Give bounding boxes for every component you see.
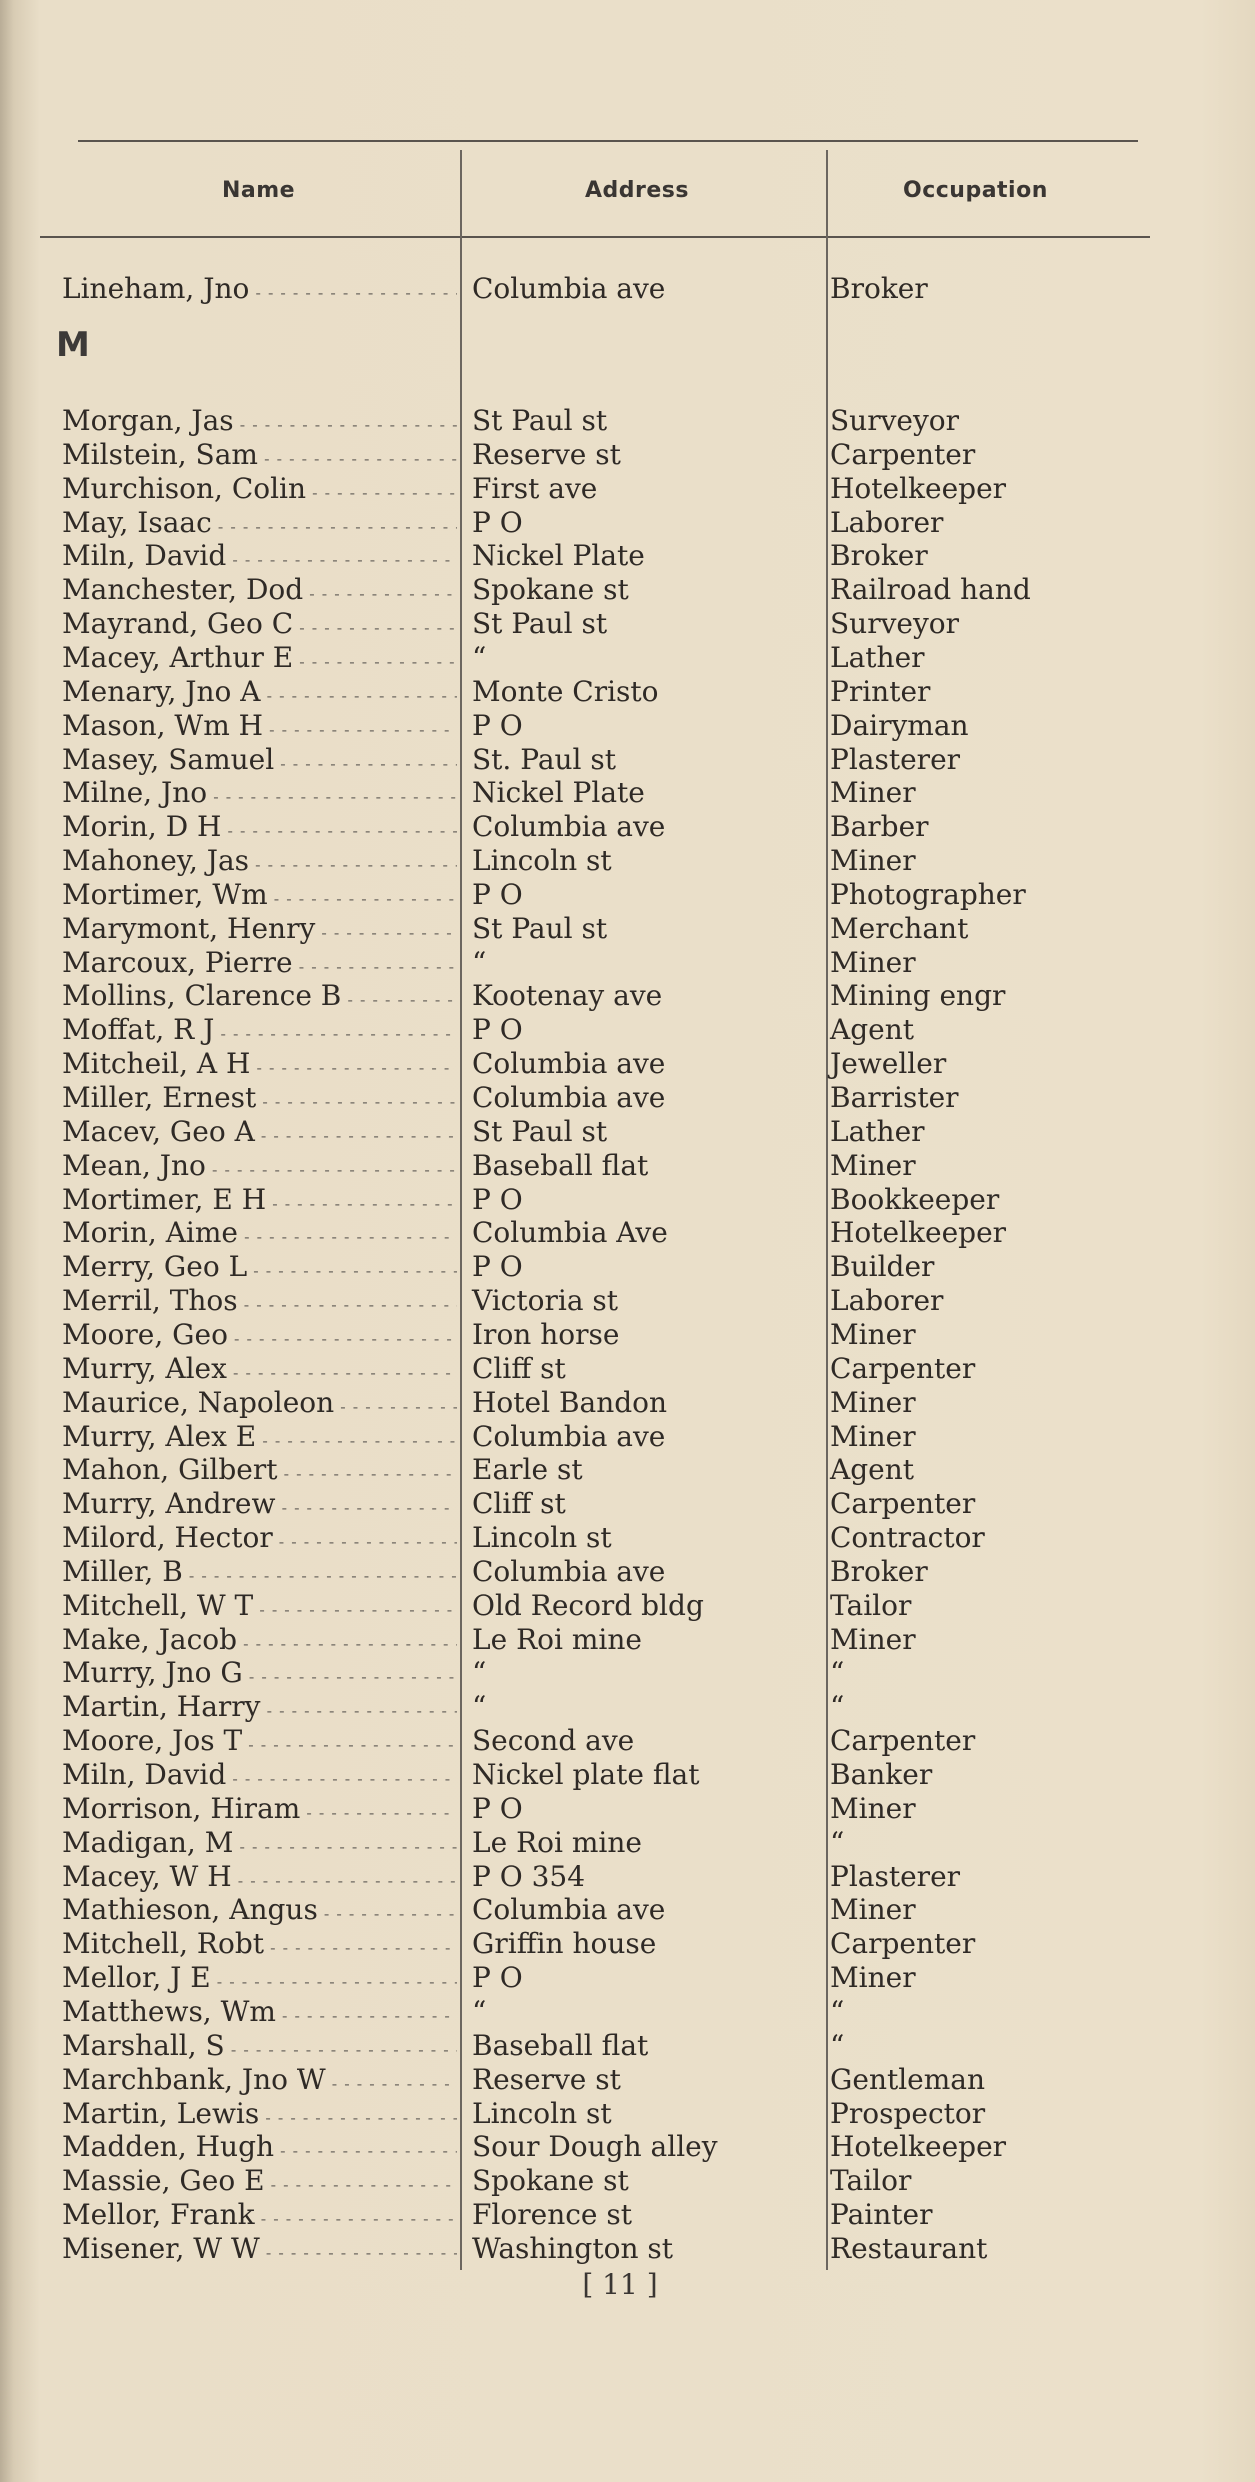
directory-row xyxy=(0,1149,1255,1183)
entry-address: P O xyxy=(472,1791,523,1825)
entry-name: Mitchell, W T - - - xyxy=(62,1589,457,1627)
directory-row xyxy=(0,2198,1255,2232)
directory-row xyxy=(0,1690,1255,1724)
directory-row xyxy=(0,1555,1255,1589)
entry-address: Columbia ave xyxy=(472,1081,666,1114)
directory-row xyxy=(0,1724,1255,1758)
entry-occupation: Miner xyxy=(830,1385,916,1419)
entry-occupation: Miner xyxy=(830,1961,916,1995)
entry-name: Marymont, Henry - - - xyxy=(62,912,457,950)
entry-address: P O 354 xyxy=(472,1859,586,1893)
entry-name: Martin, Harry - - - xyxy=(62,1690,457,1728)
entry-occupation: Hotelkeeper xyxy=(830,471,1007,505)
entry-occupation: Plasterer xyxy=(830,1859,961,1893)
entry-occupation: “ xyxy=(830,1656,845,1690)
directory-row xyxy=(0,1284,1255,1318)
directory-row xyxy=(0,2164,1255,2198)
directory-row xyxy=(0,506,1255,540)
entry-occupation: Miner xyxy=(830,945,916,979)
entry-address: P O xyxy=(472,1961,523,1995)
directory-row-first xyxy=(0,272,1255,306)
entry-name: Macey, Arthur E - - - xyxy=(62,641,457,679)
entry-occupation: Railroad hand xyxy=(830,573,1031,607)
entry-occupation: Lather xyxy=(830,1114,925,1148)
header-name: Name xyxy=(222,178,296,203)
directory-row xyxy=(0,1420,1255,1454)
directory-row xyxy=(0,1386,1255,1420)
entry-occupation: Laborer xyxy=(830,1284,944,1318)
entry-occupation: Barrister xyxy=(830,1081,959,1114)
entry-occupation: Broker xyxy=(830,272,928,305)
entry-occupation: Broker xyxy=(830,1554,928,1588)
entry-name: Murry, Andrew - - - xyxy=(62,1487,457,1525)
entry-address: Old Record bldg xyxy=(472,1588,704,1622)
entry-name: Macev, Geo A - - - xyxy=(62,1115,457,1153)
directory-row xyxy=(0,878,1255,912)
entry-name: Miln, David - - - xyxy=(62,539,457,577)
entry-address: Nickel Plate xyxy=(472,776,645,810)
directory-row xyxy=(0,1589,1255,1623)
entry-occupation: “ xyxy=(830,1994,845,2028)
entry-occupation: Miner xyxy=(830,1419,916,1453)
entry-occupation: Restaurant xyxy=(830,2231,988,2265)
entry-address: Reserve st xyxy=(472,2062,621,2096)
directory-row xyxy=(0,1656,1255,1690)
entry-address: Kootenay ave xyxy=(472,979,663,1013)
entry-name: Matthews, Wm - - - xyxy=(62,1995,457,2033)
entry-name: Mahon, Gilbert - - - xyxy=(62,1453,457,1491)
directory-row xyxy=(0,1927,1255,1961)
directory-row xyxy=(0,1860,1255,1894)
entry-name: Martin, Lewis - - - xyxy=(62,2097,457,2135)
entry-name: Marcoux, Pierre - - - xyxy=(62,946,457,984)
entry-name: Mason, Wm H - - - xyxy=(62,709,457,747)
entry-occupation: Hotelkeeper xyxy=(830,2130,1007,2164)
entry-address: Le Roi mine xyxy=(472,1825,642,1859)
entry-name: Maurice, Napoleon - - - xyxy=(62,1386,457,1424)
entry-occupation: Agent xyxy=(830,1013,914,1047)
entry-name: Morrison, Hiram - - - xyxy=(62,1792,457,1830)
directory-row xyxy=(0,1758,1255,1792)
entry-occupation: Builder xyxy=(830,1250,935,1284)
entry-name: Moffat, R J - - - xyxy=(62,1013,457,1051)
entry-address: Iron horse xyxy=(472,1317,620,1351)
entry-name: Mortimer, E H - - - xyxy=(62,1183,457,1221)
entry-address: “ xyxy=(472,1656,487,1690)
entry-name: Mitchell, Robt - - - xyxy=(62,1927,457,1965)
entry-occupation: “ xyxy=(830,2028,845,2062)
directory-row xyxy=(0,1792,1255,1826)
entry-occupation: Miner xyxy=(830,1893,916,1927)
entry-address: Columbia ave xyxy=(472,1554,666,1588)
directory-row xyxy=(0,1826,1255,1860)
entry-occupation: Prospector xyxy=(830,2096,986,2130)
entry-name: Miln, David - - - xyxy=(62,1758,457,1796)
entry-name: Mathieson, Angus - - - xyxy=(62,1893,457,1931)
entry-occupation: Dairyman xyxy=(830,708,969,742)
entry-address: Hotel Bandon xyxy=(472,1385,668,1419)
entry-name: Mellor, Frank - - - xyxy=(62,2198,457,2236)
directory-row xyxy=(0,2097,1255,2131)
entry-address: Columbia ave xyxy=(472,272,666,305)
header-address: Address xyxy=(585,178,689,203)
entry-address: P O xyxy=(472,505,523,539)
entry-occupation: Hotelkeeper xyxy=(830,1216,1007,1250)
entry-address: Reserve st xyxy=(472,437,621,471)
entry-name: Miller, Ernest - - - xyxy=(62,1081,457,1119)
entry-name: Massie, Geo E - - - xyxy=(62,2164,457,2202)
entry-occupation: Carpenter xyxy=(830,437,976,471)
entry-address: St Paul st xyxy=(472,404,608,437)
directory-row xyxy=(0,539,1255,573)
entry-name: Moore, Geo - - - xyxy=(62,1318,457,1356)
entry-occupation: Printer xyxy=(830,674,931,708)
entry-name: Merril, Thos - - - xyxy=(62,1284,457,1322)
entry-occupation: Surveyor xyxy=(830,607,960,641)
entry-occupation: Miner xyxy=(830,844,916,878)
header-rule xyxy=(40,236,1150,238)
entry-occupation: Lather xyxy=(830,640,925,674)
entry-name: Misener, W W - - - xyxy=(62,2232,457,2270)
entry-name: Mortimer, Wm - - - xyxy=(62,878,457,916)
entry-address: P O xyxy=(472,877,523,911)
top-rule xyxy=(78,140,1138,142)
directory-row xyxy=(0,776,1255,810)
entry-address: Griffin house xyxy=(472,1927,657,1961)
entry-name: Morin, Aime - - - xyxy=(62,1216,457,1254)
entry-occupation: Carpenter xyxy=(830,1724,976,1758)
entry-name: Marshall, S - - - xyxy=(62,2029,457,2067)
entry-occupation: Tailor xyxy=(830,2164,912,2198)
entry-address: Baseball flat xyxy=(472,1148,649,1182)
directory-row xyxy=(0,607,1255,641)
entry-occupation: Broker xyxy=(830,539,928,573)
entry-address: Lincoln st xyxy=(472,1521,612,1555)
entry-occupation: Miner xyxy=(830,776,916,810)
entry-occupation: Laborer xyxy=(830,505,944,539)
entry-address: Le Roi mine xyxy=(472,1622,642,1656)
entry-address: Nickel plate flat xyxy=(472,1758,700,1791)
entry-address: Sour Dough alley xyxy=(472,2130,718,2164)
directory-row xyxy=(0,438,1255,472)
entry-occupation: Miner xyxy=(830,1148,916,1182)
entry-address: Lincoln st xyxy=(472,844,612,878)
entry-address: Victoria st xyxy=(472,1284,619,1318)
entry-occupation: Banker xyxy=(830,1758,933,1791)
entry-address: Cliff st xyxy=(472,1487,566,1521)
entry-occupation: Painter xyxy=(830,2198,933,2232)
entry-name: Madigan, M - - - xyxy=(62,1826,457,1864)
directory-row xyxy=(0,1995,1255,2029)
entry-name: Mahoney, Jas - - - xyxy=(62,844,457,882)
entry-address: Spokane st xyxy=(472,2164,629,2198)
entry-name: Morin, D H - - - xyxy=(62,810,457,848)
directory-row xyxy=(0,2232,1255,2266)
entry-name: Murry, Jno G - - - xyxy=(62,1656,457,1694)
entry-name: Milstein, Sam - - - xyxy=(62,438,457,476)
entry-address: Columbia ave xyxy=(472,1893,666,1927)
entry-occupation: Gentleman xyxy=(830,2062,986,2096)
entry-name: Murry, Alex - - - xyxy=(62,1352,457,1390)
entry-name: Mean, Jno - - - xyxy=(62,1149,457,1187)
directory-row xyxy=(0,1453,1255,1487)
entry-address: St. Paul st xyxy=(472,742,617,776)
header-occupation: Occupation xyxy=(903,178,1048,203)
entry-name: Lineham, Jno - - - xyxy=(62,272,457,310)
directory-row xyxy=(0,1623,1255,1657)
entry-occupation: Miner xyxy=(830,1622,916,1656)
entry-address: P O xyxy=(472,1182,523,1216)
entry-name: Mellor, J E - - - xyxy=(62,1961,457,1999)
entry-occupation: Contractor xyxy=(830,1521,985,1555)
entry-address: Earle st xyxy=(472,1453,583,1487)
entry-name: Manchester, Dod - - - xyxy=(62,573,457,611)
entry-name: Miller, B - - - xyxy=(62,1555,457,1593)
directory-row xyxy=(0,1216,1255,1250)
entry-name: Marchbank, Jno W - - - xyxy=(62,2063,457,2101)
directory-row xyxy=(0,2029,1255,2063)
entry-name: Mayrand, Geo C - - - xyxy=(62,607,457,645)
directory-row xyxy=(0,2130,1255,2164)
directory-row xyxy=(0,2063,1255,2097)
entry-address: Lincoln st xyxy=(472,2096,612,2130)
entry-name: Mollins, Clarence B - - - xyxy=(62,979,457,1017)
entry-occupation: Agent xyxy=(830,1453,914,1487)
entry-address: Cliff st xyxy=(472,1351,566,1385)
section-letter: M xyxy=(56,325,90,365)
entry-name: Morgan, Jas - - - xyxy=(62,404,457,442)
entry-occupation: “ xyxy=(830,1690,845,1724)
entry-occupation: Photographer xyxy=(830,877,1026,911)
entry-address: Second ave xyxy=(472,1724,635,1758)
directory-row xyxy=(0,1115,1255,1149)
entry-occupation: Mining engr xyxy=(830,979,1006,1013)
directory-row xyxy=(0,709,1255,743)
directory-row xyxy=(0,979,1255,1013)
entry-address: St Paul st xyxy=(472,1114,608,1148)
directory-row xyxy=(0,1487,1255,1521)
entry-address: “ xyxy=(472,1690,487,1724)
directory-row xyxy=(0,912,1255,946)
page-number: [ 11 ] xyxy=(582,2268,658,2301)
directory-row xyxy=(0,743,1255,777)
directory-row xyxy=(0,641,1255,675)
entry-name: Merry, Geo L - - - xyxy=(62,1250,457,1288)
entry-address: First ave xyxy=(472,471,598,505)
directory-row xyxy=(0,1318,1255,1352)
entry-name: Menary, Jno A - - - xyxy=(62,675,457,713)
entry-address: “ xyxy=(472,640,487,674)
entry-name: Mitcheil, A H - - - xyxy=(62,1047,457,1085)
directory-row xyxy=(0,573,1255,607)
entry-address: Columbia Ave xyxy=(472,1216,668,1250)
entry-address: Washington st xyxy=(472,2231,674,2265)
entry-address: St Paul st xyxy=(472,911,608,945)
entry-name: Murchison, Colin - - - xyxy=(62,472,457,510)
entry-name: Murry, Alex E - - - xyxy=(62,1420,457,1458)
entry-address: Baseball flat xyxy=(472,2028,649,2062)
entry-address: P O xyxy=(472,1013,523,1047)
directory-row xyxy=(0,404,1255,438)
entry-occupation: Carpenter xyxy=(830,1351,976,1385)
entry-address: P O xyxy=(472,708,523,742)
entry-address: “ xyxy=(472,945,487,979)
entry-occupation: Plasterer xyxy=(830,742,961,776)
directory-row xyxy=(0,844,1255,878)
directory-row xyxy=(0,675,1255,709)
directory-row xyxy=(0,472,1255,506)
directory-row xyxy=(0,1521,1255,1555)
entry-occupation: Tailor xyxy=(830,1588,912,1622)
entry-address: St Paul st xyxy=(472,607,608,641)
entry-address: Columbia ave xyxy=(472,1419,666,1453)
entry-address: Spokane st xyxy=(472,573,629,607)
entry-address: “ xyxy=(472,1994,487,2028)
entry-name: Milne, Jno - - - xyxy=(62,776,457,814)
entry-name: Moore, Jos T - - - xyxy=(62,1724,457,1762)
entry-address: Monte Cristo xyxy=(472,674,659,708)
directory-row xyxy=(0,1081,1255,1115)
entry-address: Columbia ave xyxy=(472,810,666,844)
entry-name: Make, Jacob - - - xyxy=(62,1623,457,1661)
entry-occupation: Miner xyxy=(830,1317,916,1351)
entry-occupation: Jeweller xyxy=(830,1047,947,1081)
entry-occupation: Carpenter xyxy=(830,1927,976,1961)
entry-occupation: Surveyor xyxy=(830,404,960,437)
entry-address: Columbia ave xyxy=(472,1047,666,1081)
entry-name: Macey, W H - - - xyxy=(62,1860,457,1898)
directory-row xyxy=(0,810,1255,844)
entry-name: Milord, Hector - - - xyxy=(62,1521,457,1559)
entry-address: Florence st xyxy=(472,2198,633,2232)
entry-occupation: Miner xyxy=(830,1791,916,1825)
directory-row xyxy=(0,1961,1255,1995)
entry-name: Masey, Samuel - - - xyxy=(62,743,457,781)
entry-occupation: Carpenter xyxy=(830,1487,976,1521)
entry-occupation: Bookkeeper xyxy=(830,1182,1000,1216)
entry-occupation: Merchant xyxy=(830,911,969,945)
directory-row xyxy=(0,1183,1255,1217)
directory-row xyxy=(0,1013,1255,1047)
entry-occupation: “ xyxy=(830,1825,845,1859)
entry-name: Madden, Hugh - - - xyxy=(62,2130,457,2168)
directory-row xyxy=(0,1250,1255,1284)
directory-row xyxy=(0,1893,1255,1927)
entry-name: May, Isaac - - - xyxy=(62,506,457,544)
entry-address: Nickel Plate xyxy=(472,539,645,573)
entry-address: P O xyxy=(472,1250,523,1284)
directory-row xyxy=(0,1047,1255,1081)
directory-row xyxy=(0,946,1255,980)
directory-row xyxy=(0,1352,1255,1386)
entry-occupation: Barber xyxy=(830,810,929,844)
